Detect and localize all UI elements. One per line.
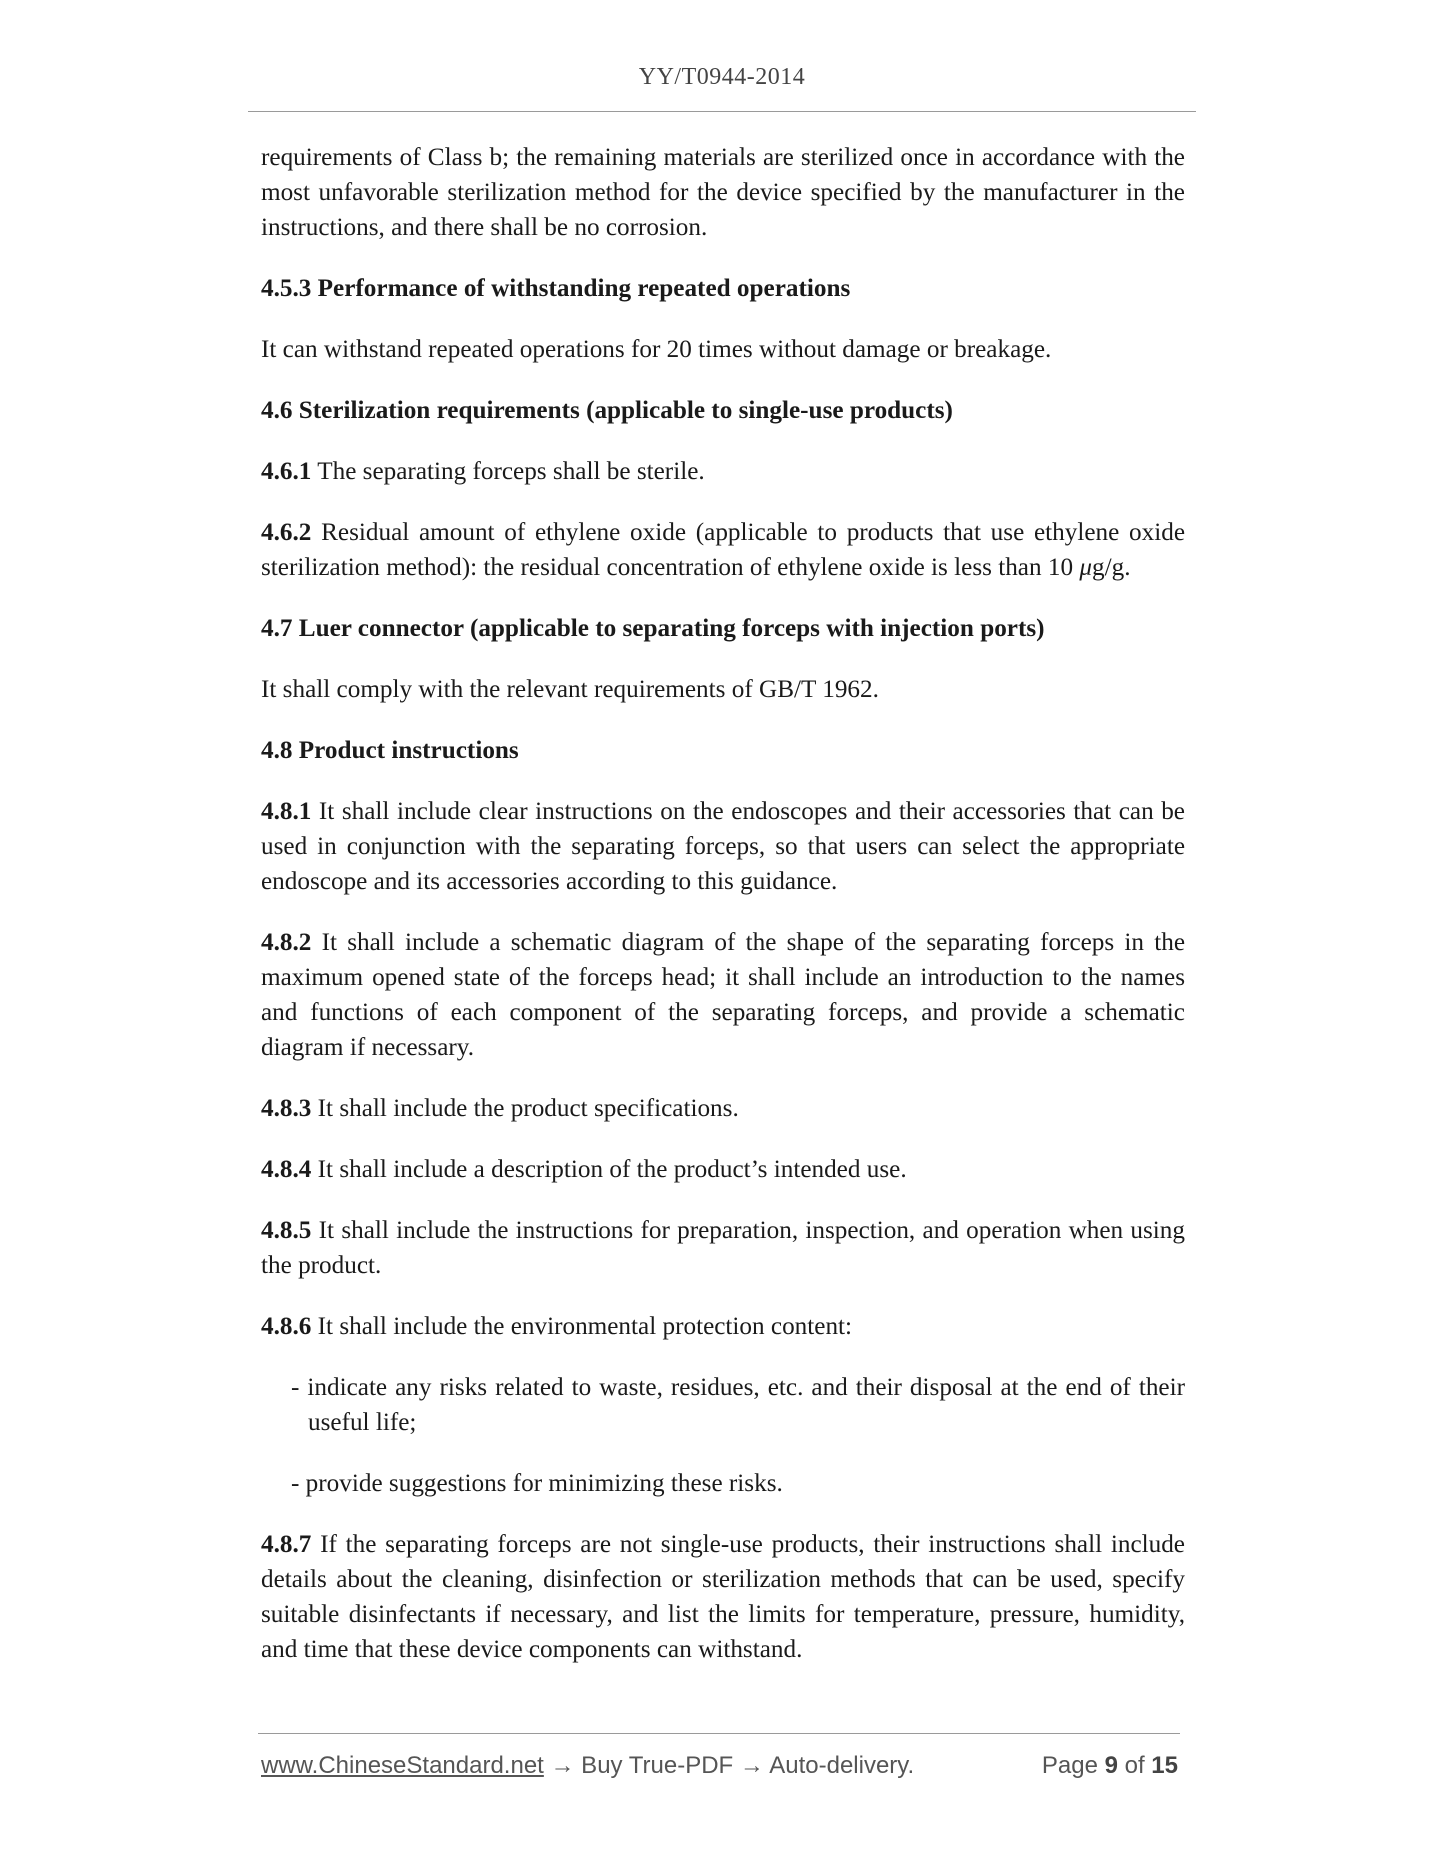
- paragraph-4-7: It shall comply with the relevant requirements of GB/T 1962.: [261, 676, 879, 703]
- clause-4-8-7: [261, 1527, 1185, 1667]
- page-number: 9: [1104, 1752, 1118, 1779]
- clause-4-8-1: [261, 794, 1185, 899]
- clause-4-8-4: [261, 1152, 1185, 1187]
- page-label: Page: [1041, 1752, 1105, 1779]
- clause-4-8-5: [261, 1213, 1185, 1283]
- heading-4-8: 4.8 Product instructions: [261, 737, 519, 764]
- clause-number: 4.8.1: [261, 798, 312, 825]
- clause-text: It shall include the product specifications.: [311, 1095, 739, 1122]
- clause-4-8-3: [261, 1091, 1185, 1126]
- footer-tagline: → Buy True-PDF → Auto-delivery.: [543, 1752, 915, 1779]
- clause-text: It shall include a schematic diagram of the shape of the separating forceps in the maximum opened state of the forceps head; it shall include an introduction to the names and functions of each component of the separating forceps, and provide a schematic diagram if necessary.: [261, 929, 1185, 1061]
- clause-text: The separating forceps shall be sterile.: [311, 458, 705, 485]
- website-link[interactable]: www.ChineseStandard.net: [261, 1752, 544, 1779]
- clause-number: 4.8.7: [261, 1531, 312, 1558]
- clause-text: If the separating forceps are not single-use products, their instructions shall include details about the cleaning, disinfection or sterilization methods that can be used, specify suitable disinfectants if necessary, and list the limits for temperature, pressure, humidity, and time that these device components can withstand.: [261, 1531, 1185, 1663]
- heading-4-5-3: 4.5.3 Performance of withstanding repeated operations: [261, 275, 851, 302]
- clause-text: Residual amount of ethylene oxide (applicable to products that use ethylene oxide sterilization method): the residual concentration of ethylene oxide is less than 10: [261, 519, 1185, 581]
- page-indicator: [1042, 1752, 1178, 1780]
- paragraph-4-5-3: It can withstand repeated operations for 20 times without damage or breakage.: [261, 336, 1052, 363]
- of-label: of: [1117, 1752, 1152, 1779]
- unit-text: g/g.: [1092, 554, 1131, 581]
- clause-4-6-1: [261, 454, 1185, 489]
- clause-text: It shall include clear instructions on the endoscopes and their accessories that can be used in conjunction with the separating forceps, so that users can select the appropriate endoscope and its accessories according to this guidance.: [261, 798, 1185, 895]
- clause-4-8-2: [261, 925, 1185, 1065]
- header-divider: [248, 111, 1196, 112]
- clause-text: It shall include the instructions for preparation, inspection, and operation when using the product.: [261, 1217, 1185, 1279]
- paragraph-continuation: requirements of Class b; the remaining materials are sterilized once in accordance with the most unfavorable sterilization method for the device specified by the manufacturer in the instructions, and there shall be no corrosion.: [261, 144, 1185, 241]
- document-code-header: YY/T0944-2014: [638, 64, 806, 90]
- clause-4-6-2: [261, 515, 1185, 585]
- clause-4-8-6: [261, 1309, 1185, 1344]
- clause-number: 4.6.2: [261, 519, 312, 546]
- clause-number: 4.8.2: [261, 929, 312, 956]
- heading-4-7: 4.7 Luer connector (applicable to separating forceps with injection ports): [261, 615, 1045, 642]
- footer-divider: [258, 1733, 1180, 1734]
- bullet-item-risks: - indicate any risks related to waste, residues, etc. and their disposal at the end of their useful life;: [291, 1374, 1185, 1436]
- clause-number: 4.6.1: [261, 458, 312, 485]
- clause-text: It shall include the environmental protection content:: [311, 1313, 853, 1340]
- heading-4-6: 4.6 Sterilization requirements (applicable to single-use products): [261, 397, 953, 424]
- clause-number: 4.8.3: [261, 1095, 312, 1122]
- page-body: [261, 140, 1185, 1693]
- bullet-item-suggestions: - provide suggestions for minimizing these risks.: [291, 1470, 783, 1497]
- clause-number: 4.8.5: [261, 1217, 312, 1244]
- clause-number: 4.8.4: [261, 1156, 312, 1183]
- footer-promo: [261, 1752, 914, 1780]
- clause-text: It shall include a description of the product’s intended use.: [311, 1156, 907, 1183]
- micro-symbol: μ: [1079, 554, 1093, 581]
- page-total: 15: [1151, 1752, 1178, 1779]
- clause-number: 4.8.6: [261, 1313, 312, 1340]
